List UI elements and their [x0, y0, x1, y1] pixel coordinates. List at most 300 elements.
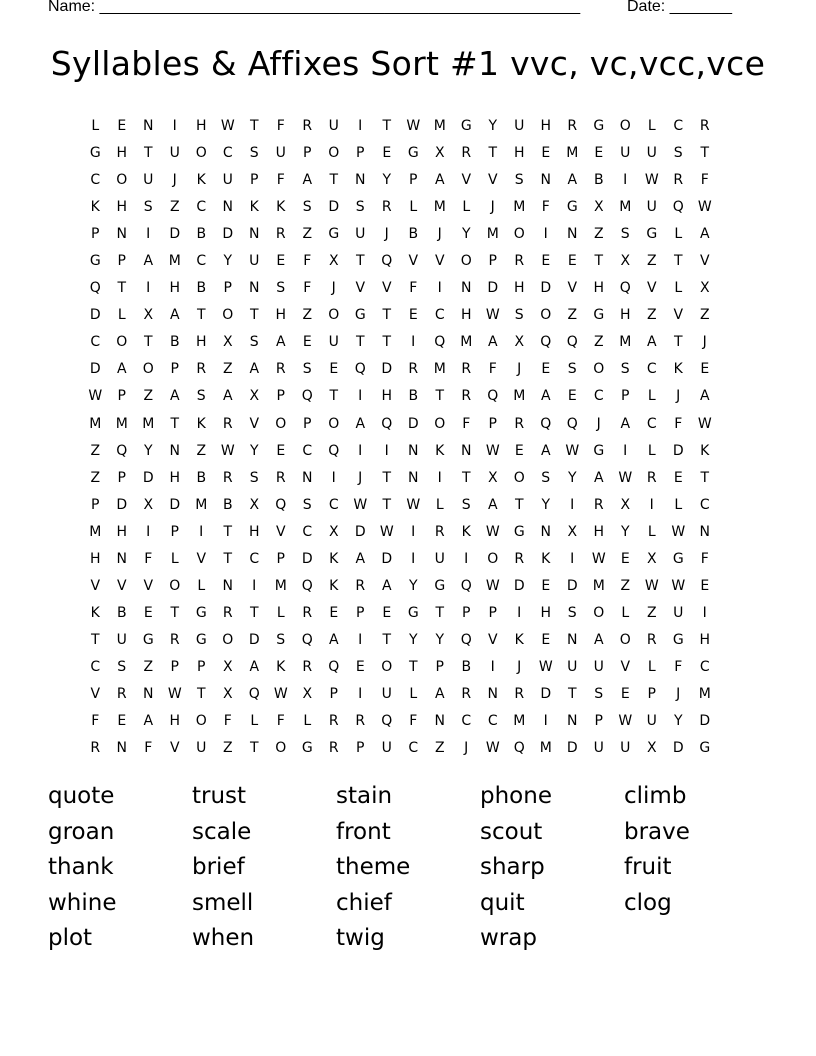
grid-letter: E [382, 604, 392, 621]
grid-letter: G [195, 604, 207, 621]
grid-letter: K [90, 199, 100, 216]
grid-letter: Z [620, 577, 631, 594]
grid-letter: J [702, 334, 707, 351]
grid-letter: Y [673, 713, 683, 730]
grid-letter: P [488, 253, 497, 270]
grid-letter: B [169, 334, 180, 351]
grid-letter: K [90, 604, 100, 621]
grid-letter: G [328, 226, 340, 243]
grid-letter: L [462, 199, 471, 216]
grid-letter: G [646, 226, 658, 243]
word-bank-row [48, 921, 768, 957]
grid-letter: U [514, 118, 525, 134]
grid-letter: T [461, 469, 471, 486]
grid-letter: S [249, 145, 259, 162]
grid-letter: O [116, 334, 128, 351]
grid-row [82, 356, 742, 383]
grid-letter: F [674, 658, 683, 675]
grid-letter: P [329, 685, 338, 702]
grid-letter: W [88, 388, 103, 405]
grid-letter: M [566, 145, 579, 162]
grid-letter: C [249, 550, 260, 567]
grid-letter: W [406, 496, 421, 513]
grid-letter: G [460, 118, 472, 134]
grid-letter: Z [646, 604, 657, 621]
grid-letter: J [490, 199, 495, 216]
grid-letter: L [250, 713, 259, 730]
grid-letter: X [143, 307, 154, 324]
grid-letter: A [699, 388, 710, 405]
grid-letter: I [199, 523, 204, 540]
grid-letter: T [329, 388, 339, 405]
grid-letter: H [540, 604, 552, 621]
grid-letter: X [143, 496, 154, 513]
grid-letter: A [116, 361, 127, 378]
grid-letter: R [567, 118, 578, 134]
word-bank-item: groan [48, 818, 115, 845]
word-bank-item: trust [192, 783, 247, 809]
grid-letter: A [249, 361, 260, 378]
grid-letter: U [249, 253, 260, 270]
grid-letter: K [461, 523, 471, 540]
grid-letter: A [249, 658, 260, 675]
grid-letter: R [328, 713, 339, 730]
grid-letter: T [223, 550, 233, 567]
grid-letter: I [358, 631, 363, 648]
grid-letter: A [275, 334, 286, 351]
grid-letter: T [143, 334, 153, 351]
grid-letter: X [593, 199, 604, 216]
grid-letter: M [274, 577, 287, 594]
grid-letter: X [514, 334, 525, 351]
grid-letter: G [301, 740, 313, 757]
grid-letter: Q [116, 442, 128, 459]
grid-letter: E [302, 334, 312, 351]
grid-letter: S [355, 199, 365, 216]
grid-letter: U [381, 685, 392, 702]
grid-letter: Q [540, 415, 552, 432]
word-bank-item: climb [624, 783, 687, 809]
grid-letter: A [567, 172, 578, 189]
grid-letter: W [485, 307, 500, 324]
grid-letter: Z [699, 307, 710, 324]
grid-letter: P [462, 604, 471, 621]
grid-letter: V [487, 631, 498, 648]
grid-letter: F [91, 713, 100, 730]
word-bank [48, 779, 768, 957]
grid-letter: H [195, 118, 207, 134]
grid-row [82, 627, 742, 654]
word-bank-item: twig [336, 925, 385, 952]
grid-letter: T [196, 685, 206, 702]
grid-letter: P [356, 604, 365, 621]
grid-letter: E [117, 118, 127, 134]
grid-letter: C [673, 118, 684, 134]
grid-letter: C [593, 388, 604, 405]
grid-letter: B [116, 604, 127, 621]
grid-letter: A [381, 577, 392, 594]
grid-letter: F [674, 415, 683, 432]
grid-letter: P [170, 361, 179, 378]
word-bank-item: chief [336, 889, 392, 916]
grid-letter: T [435, 388, 445, 405]
grid-letter: C [302, 523, 313, 540]
grid-letter: Q [301, 577, 313, 594]
grid-letter: P [197, 658, 206, 675]
grid-letter: Z [646, 307, 657, 324]
grid-letter: G [142, 631, 154, 648]
grid-letter: Y [249, 442, 259, 459]
grid-letter: C [646, 415, 657, 432]
grid-letter: P [91, 226, 100, 243]
grid-letter: T [170, 604, 180, 621]
grid-letter: M [168, 253, 181, 270]
grid-letter: Z [302, 226, 313, 243]
grid-letter: I [437, 280, 442, 297]
grid-letter: R [461, 685, 472, 702]
grid-row [82, 519, 742, 546]
grid-letter: E [700, 361, 710, 378]
grid-letter: S [249, 469, 259, 486]
grid-letter: I [331, 469, 336, 486]
grid-letter: L [197, 577, 206, 594]
grid-letter: N [222, 577, 233, 594]
grid-letter: G [593, 118, 605, 134]
grid-letter: Z [143, 658, 154, 675]
grid-letter: H [513, 280, 525, 297]
grid-letter: B [461, 658, 472, 675]
grid-letter: A [487, 496, 498, 513]
grid-letter: A [593, 631, 604, 648]
grid-letter: E [567, 253, 577, 270]
grid-letter: D [169, 226, 181, 243]
grid-letter: N [567, 631, 578, 648]
grid-letter: J [464, 740, 469, 757]
grid-letter: A [222, 388, 233, 405]
grid-row [82, 492, 742, 519]
grid-letter: V [461, 172, 472, 189]
grid-row [82, 573, 742, 600]
grid-letter: C [222, 145, 233, 162]
grid-letter: O [434, 415, 446, 432]
grid-letter: A [355, 415, 366, 432]
grid-letter: W [167, 685, 182, 702]
grid-letter: M [89, 523, 102, 540]
grid-letter: H [169, 713, 181, 730]
word-bank-item: smell [192, 889, 254, 916]
grid-letter: U [620, 145, 631, 162]
grid-letter: Q [566, 334, 578, 351]
grid-letter: N [699, 523, 710, 540]
grid-letter: F [700, 172, 709, 189]
grid-letter: I [570, 496, 575, 513]
grid-letter: S [514, 307, 524, 324]
grid-letter: W [644, 577, 659, 594]
grid-letter: E [541, 631, 551, 648]
grid-letter: H [593, 523, 605, 540]
grid-letter: U [646, 713, 657, 730]
grid-letter: Z [90, 442, 101, 459]
grid-letter: K [249, 199, 259, 216]
grid-letter: G [89, 253, 101, 270]
grid-letter: Y [143, 442, 153, 459]
grid-letter: U [222, 172, 233, 189]
grid-letter: T [329, 172, 339, 189]
grid-letter: W [485, 577, 500, 594]
word-bank-item: sharp [480, 854, 545, 881]
grid-letter: L [647, 388, 656, 405]
grid-letter: R [673, 172, 684, 189]
grid-letter: I [490, 658, 495, 675]
grid-letter: R [408, 361, 419, 378]
grid-letter: F [409, 280, 418, 297]
grid-letter: N [169, 442, 180, 459]
grid-letter: O [222, 307, 234, 324]
grid-letter: F [276, 118, 285, 134]
grid-letter: T [355, 253, 365, 270]
grid-row [82, 735, 742, 762]
grid-letter: I [411, 334, 416, 351]
grid-letter: X [222, 334, 233, 351]
grid-letter: N [143, 685, 154, 702]
grid-letter: O [116, 172, 128, 189]
grid-letter: P [488, 415, 497, 432]
grid-letter: G [593, 442, 605, 459]
grid-letter: H [275, 307, 287, 324]
grid-letter: W [485, 442, 500, 459]
grid-letter: W [353, 496, 368, 513]
grid-letter: R [381, 199, 392, 216]
grid-letter: I [411, 523, 416, 540]
grid-letter: M [619, 334, 632, 351]
grid-letter: L [674, 226, 683, 243]
word-bank-item: phone [480, 783, 552, 809]
word-bank-item: whine [48, 889, 117, 916]
grid-letter: T [382, 631, 392, 648]
grid-letter: O [619, 118, 631, 134]
grid-letter: R [514, 415, 525, 432]
grid-letter: T [488, 145, 498, 162]
grid-letter: M [433, 361, 446, 378]
grid-letter: J [437, 226, 442, 243]
grid-letter: Z [434, 740, 445, 757]
grid-letter: E [594, 145, 604, 162]
grid-letter: Y [461, 226, 471, 243]
grid-letter: E [673, 469, 683, 486]
grid-letter: I [252, 577, 257, 594]
grid-letter: Q [540, 334, 552, 351]
grid-row [82, 302, 742, 329]
grid-letter: R [302, 118, 313, 134]
grid-letter: L [91, 118, 100, 134]
grid-letter: Y [435, 631, 445, 648]
grid-letter: G [593, 307, 605, 324]
grid-letter: D [540, 280, 552, 297]
grid-letter: Y [223, 253, 233, 270]
grid-letter: P [435, 658, 444, 675]
grid-letter: M [513, 199, 526, 216]
grid-letter: T [382, 334, 392, 351]
grid-letter: G [513, 523, 525, 540]
grid-letter: U [646, 145, 657, 162]
grid-letter: X [222, 685, 233, 702]
grid-letter: V [169, 740, 180, 757]
grid-letter: B [593, 172, 604, 189]
grid-letter: P [223, 280, 232, 297]
grid-letter: T [196, 307, 206, 324]
grid-letter: F [303, 253, 312, 270]
word-bank-item: front [336, 818, 391, 845]
grid-letter: T [700, 469, 710, 486]
grid-letter: U [196, 740, 207, 757]
word-bank-item: wrap [480, 925, 537, 952]
grid-letter: K [276, 658, 286, 675]
grid-letter: A [646, 334, 657, 351]
grid-row [82, 248, 742, 275]
grid-letter: I [358, 685, 363, 702]
word-bank-row [48, 850, 768, 886]
date-field-label: Date: _______ [627, 0, 732, 15]
grid-letter: T [90, 631, 100, 648]
grid-letter: B [408, 226, 419, 243]
grid-letter: N [487, 685, 498, 702]
grid-letter: W [697, 199, 712, 216]
grid-letter: N [540, 172, 551, 189]
grid-letter: V [434, 253, 445, 270]
grid-letter: P [356, 740, 365, 757]
grid-letter: K [700, 442, 710, 459]
grid-letter: Q [460, 631, 472, 648]
word-bank-item: brief [192, 854, 245, 881]
grid-letter: U [169, 145, 180, 162]
grid-letter: V [90, 685, 101, 702]
grid-letter: I [702, 604, 707, 621]
grid-letter: D [301, 550, 313, 567]
word-bank-item: scout [480, 818, 543, 845]
grid-letter: G [407, 145, 419, 162]
grid-letter: L [409, 199, 418, 216]
grid-letter: C [196, 199, 207, 216]
grid-letter: S [196, 388, 206, 405]
grid-letter: V [620, 658, 631, 675]
grid-letter: F [223, 713, 232, 730]
grid-letter: S [620, 226, 630, 243]
grid-row [82, 167, 742, 194]
grid-letter: A [169, 388, 180, 405]
grid-letter: R [355, 577, 366, 594]
grid-letter: O [487, 550, 499, 567]
grid-letter: I [543, 713, 548, 730]
grid-letter: T [673, 334, 683, 351]
grid-letter: W [379, 523, 394, 540]
grid-letter: W [697, 415, 712, 432]
grid-letter: E [567, 388, 577, 405]
grid-letter: V [381, 280, 392, 297]
grid-letter: X [302, 685, 313, 702]
grid-letter: L [647, 658, 656, 675]
grid-letter: G [672, 631, 684, 648]
grid-letter: V [487, 172, 498, 189]
grid-letter: S [302, 496, 312, 513]
grid-letter: A [143, 713, 154, 730]
grid-letter: Z [302, 307, 313, 324]
grid-letter: D [566, 577, 578, 594]
grid-letter: G [434, 577, 446, 594]
grid-letter: N [567, 226, 578, 243]
grid-letter: T [514, 496, 524, 513]
grid-letter: K [196, 415, 206, 432]
grid-letter: E [329, 604, 339, 621]
grid-letter: C [90, 658, 101, 675]
grid-letter: F [144, 740, 153, 757]
grid-letter: Q [301, 388, 313, 405]
grid-letter: D [116, 496, 128, 513]
grid-letter: U [116, 631, 127, 648]
grid-letter: Y [541, 496, 551, 513]
grid-letter: H [513, 145, 525, 162]
grid-letter: D [566, 740, 578, 757]
grid-letter: H [116, 145, 128, 162]
grid-letter: M [433, 199, 446, 216]
word-bank-item [624, 921, 768, 957]
grid-letter: K [541, 550, 551, 567]
grid-letter: A [540, 442, 551, 459]
grid-letter: S [276, 631, 286, 648]
grid-letter: Q [275, 496, 287, 513]
grid-letter: V [673, 307, 684, 324]
grid-letter: L [170, 550, 179, 567]
grid-letter: T [382, 307, 392, 324]
grid-letter: A [540, 388, 551, 405]
grid-letter: D [354, 523, 366, 540]
grid-letter: C [434, 307, 445, 324]
grid-letter: O [381, 658, 393, 675]
grid-letter: C [699, 658, 710, 675]
grid-letter: V [567, 280, 578, 297]
grid-letter: E [541, 577, 551, 594]
grid-letter: D [222, 226, 234, 243]
grid-letter: J [331, 280, 336, 297]
grid-letter: S [302, 361, 312, 378]
grid-letter: H [195, 334, 207, 351]
grid-letter: R [275, 361, 286, 378]
grid-letter: J [172, 172, 177, 189]
grid-letter: J [676, 685, 681, 702]
grid-letter: I [146, 226, 151, 243]
grid-letter: R [116, 685, 127, 702]
grid-letter: R [169, 631, 180, 648]
grid-letter: M [513, 388, 526, 405]
grid-letter: E [541, 361, 551, 378]
grid-letter: K [329, 550, 339, 567]
grid-letter: D [89, 307, 101, 324]
grid-letter: R [302, 658, 313, 675]
grid-letter: T [249, 740, 259, 757]
grid-letter: N [408, 442, 419, 459]
grid-letter: U [143, 172, 154, 189]
grid-letter: V [275, 523, 286, 540]
grid-letter: F [303, 280, 312, 297]
grid-letter: Q [381, 415, 393, 432]
grid-letter: N [408, 469, 419, 486]
grid-letter: Q [328, 658, 340, 675]
grid-letter: T [382, 496, 392, 513]
grid-letter: M [142, 415, 155, 432]
grid-letter: Q [89, 280, 101, 297]
word-bank-row [48, 815, 768, 851]
grid-letter: R [461, 388, 472, 405]
grid-letter: C [90, 334, 101, 351]
